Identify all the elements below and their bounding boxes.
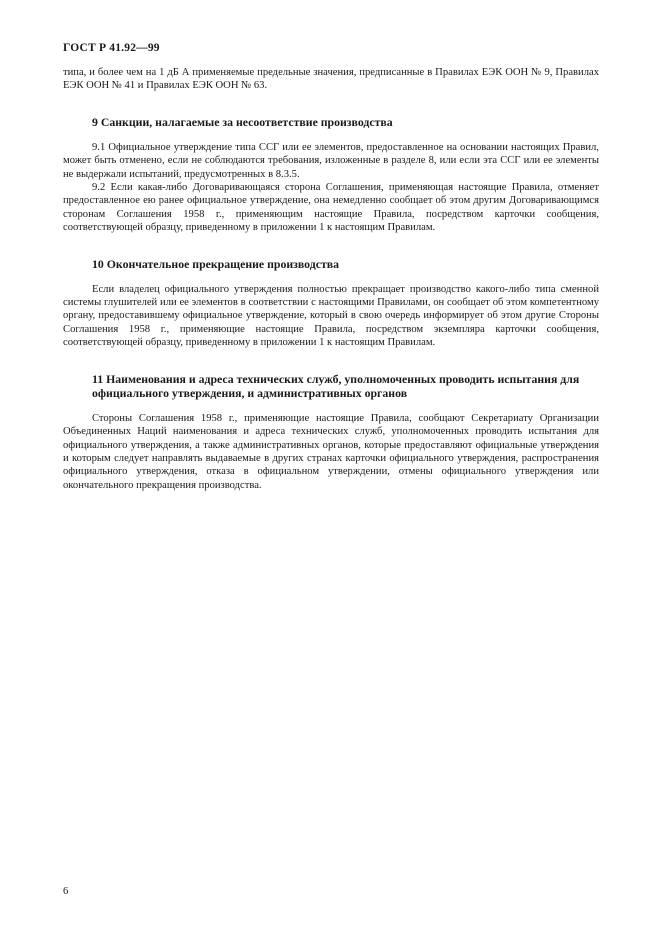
section-10-title: 10 Окончательное прекращение производства bbox=[92, 256, 340, 271]
document-code-header: ГОСТ Р 41.92—99 bbox=[63, 42, 160, 54]
section-11-paragraph-1: Стороны Соглашения 1958 г., применяющие настоящие Правила, сообщают Секретариату Организации Объединенных Наций наименования и адреса технических служб, уполномоченных проводить испытания для официального утверждения, а также административных органов, которые предоставляют официальные утверждения и которым следует направлять выдаваемые в других странах карточки официального утверждения, распространения официального утверждения, отказа в официальном утверждении, отмены официального утверждения или окончательного прекращения производства. bbox=[63, 412, 599, 491]
document-body bbox=[63, 66, 599, 492]
page-number: 6 bbox=[63, 886, 69, 897]
section-11-title: 11 Наименования и адреса технических служб, уполномоченных проводить испытания для официального утверждения, и административных органов bbox=[92, 371, 580, 400]
section-10-paragraph-1: Если владелец официального утверждения полностью прекращает производство какого-либо типа сменной системы глушителей или ее элементов в соответствии с настоящими Правилами, он сообщает об этом компетентному органу, предоставившему официальное утверждение, который в свою очередь информирует об этом другие Стороны Соглашения 1958 г., применяющие настоящие Правила, посредством экземпляра карточки сообщения, соответствующей образцу, приведенному в приложении 1 к настоящим Правилам. bbox=[63, 283, 599, 349]
section-9-paragraph-2: 9.2 Если какая-либо Договаривающаяся сторона Соглашения, применяющая настоящие Правила, отменяет предоставленное ею ранее официальное утверждение, она немедленно сообщает об этом другим Договаривающимся сторонам Соглашения 1958 г., применяющим настоящие Правила, посредством карточки сообщения, соответствующей образцу, приведенному в приложении 1 к настоящим Правилам. bbox=[63, 182, 599, 234]
section-9-title: 9 Санкции, налагаемые за несоответствие производства bbox=[92, 114, 393, 129]
intro-paragraph: типа, и более чем на 1 дБ А применяемые предельные значения, предписанные в Правилах ЕЭК ООН № 9, Правилах ЕЭК ООН № 41 и Правилах ЕЭК ООН № 63. bbox=[63, 67, 599, 92]
section-9-paragraph-1: 9.1 Официальное утверждение типа ССГ или ее элементов, предоставленное на основании настоящих Правил, может быть отменено, если не соблюдаются требования, изложенные в разделе 8, или если эта ССГ или ее элементы не выдержали испытаний, предусмотренных в 8.3.5. bbox=[63, 141, 599, 180]
